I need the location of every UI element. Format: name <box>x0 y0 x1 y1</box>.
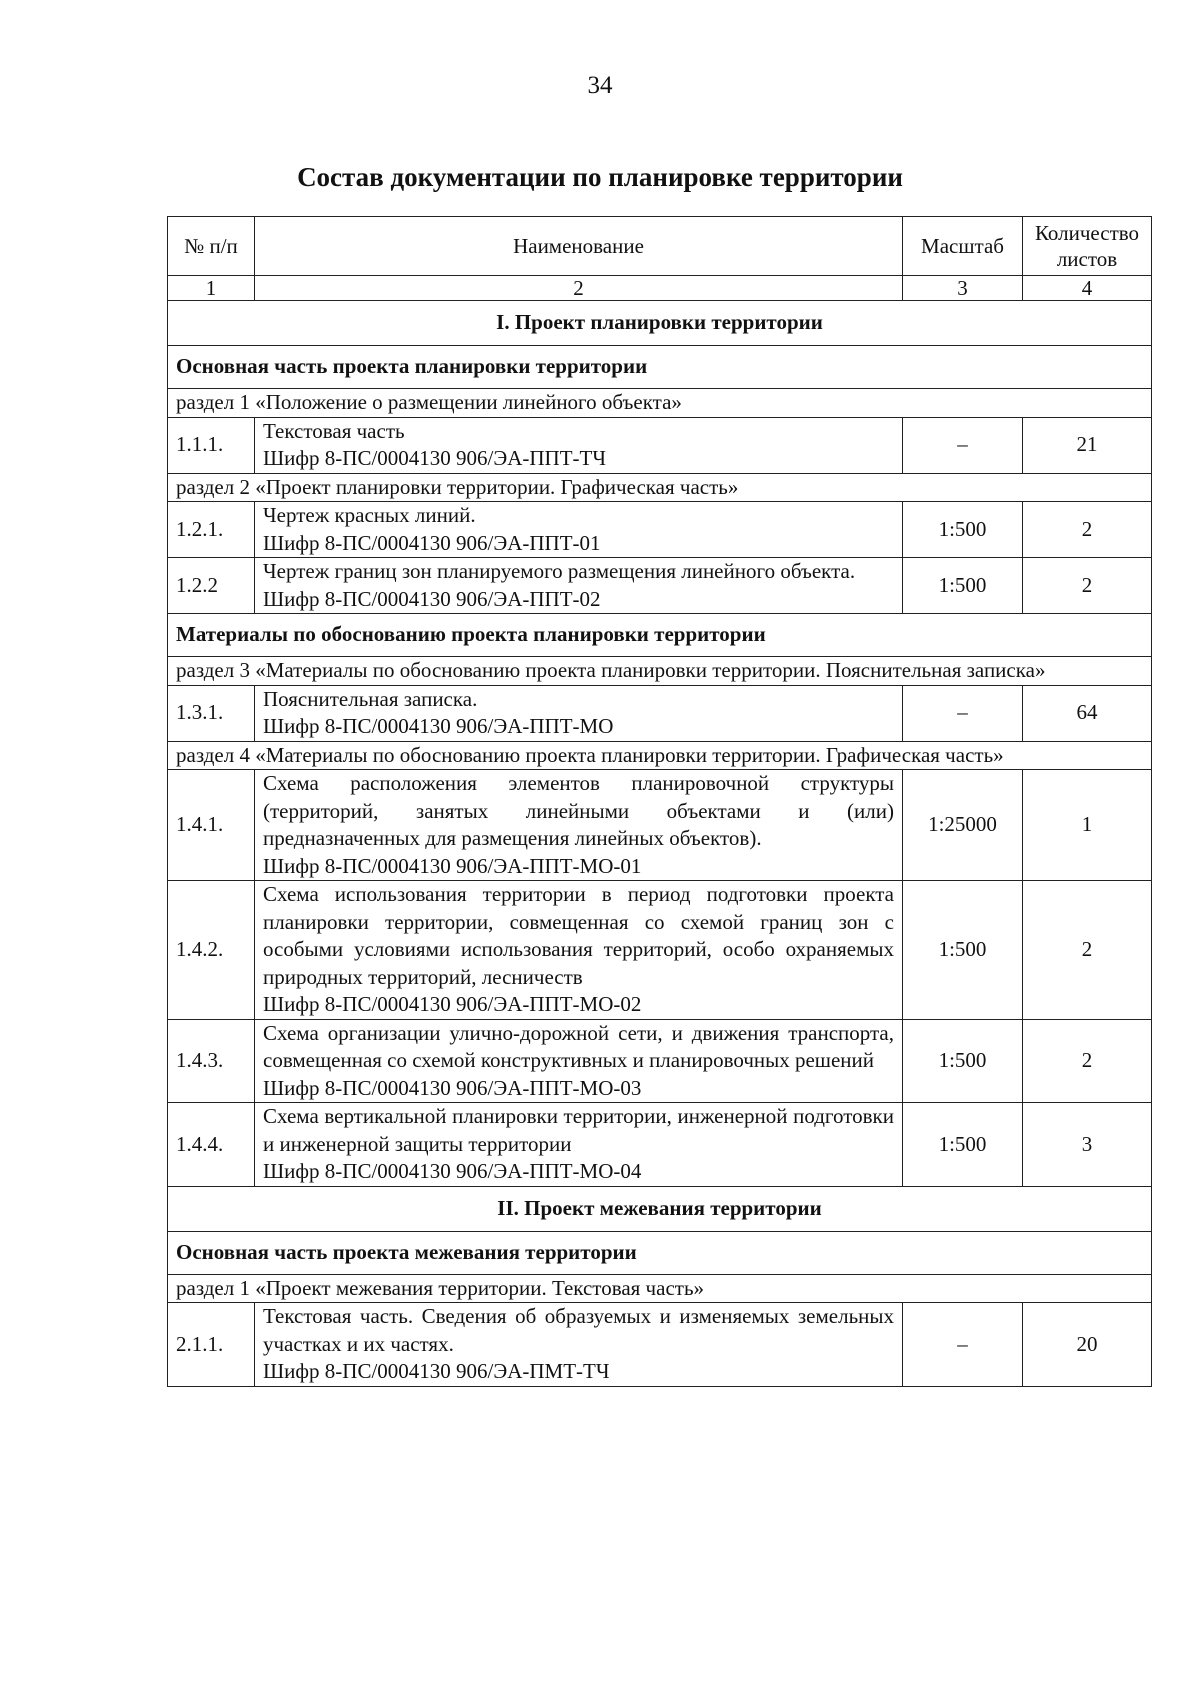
subheading-row <box>168 346 1152 389</box>
table-row <box>168 1103 1152 1187</box>
row-cipher: Шифр 8-ПС/0004130 906/ЭА-ППТ-МО <box>263 714 614 738</box>
table-row <box>168 417 1152 473</box>
row-number: 1.3.1. <box>168 685 255 741</box>
row-number: 1.1.1. <box>168 417 255 473</box>
column-number: 4 <box>1023 276 1152 301</box>
section-row <box>168 389 1152 418</box>
part-title-row <box>168 1186 1152 1231</box>
row-name <box>255 1103 903 1187</box>
row-name-text: Схема организации улично-дорожной сети, и движения транспорта, совмещенная со схемой конструктивных и планировочных решений <box>263 1020 894 1072</box>
row-sheets: 20 <box>1023 1303 1152 1387</box>
row-number: 1.4.3. <box>168 1019 255 1103</box>
section-row <box>168 473 1152 502</box>
row-number: 1.2.1. <box>168 502 255 558</box>
row-name-text: Чертеж границ зон планируемого размещения линейного объекта. <box>263 559 856 583</box>
row-number: 1.4.2. <box>168 881 255 1020</box>
row-cipher: Шифр 8-ПС/0004130 906/ЭА-ППТ-02 <box>263 586 601 611</box>
row-scale: – <box>903 1303 1023 1387</box>
table-row <box>168 502 1152 558</box>
subheading-row <box>168 614 1152 657</box>
row-name <box>255 770 903 881</box>
row-cipher: Шифр 8-ПС/0004130 906/ЭА-ППТ-ТЧ <box>263 446 607 470</box>
section-title: раздел 4 «Материалы по обоснованию проекта планировки территории. Графическая часть» <box>168 741 1152 770</box>
row-name <box>255 502 903 558</box>
section-row <box>168 657 1152 686</box>
row-name-text: Схема использования территории в период подготовки проекта планировки территории, совмещенная со схемой границ зон с особыми условиями использования территорий, особо охраняемых природных территорий, лесничеств <box>263 882 894 989</box>
row-name-text: Текстовая часть <box>263 418 405 443</box>
section-row <box>168 1274 1152 1303</box>
row-scale: 1:500 <box>903 502 1023 558</box>
row-cipher: Шифр 8-ПС/0004130 906/ЭА-ППТ-МО-04 <box>263 1159 642 1183</box>
column-number: 2 <box>255 276 903 301</box>
row-cipher: Шифр 8-ПС/0004130 906/ЭА-ППТ-МО-03 <box>263 1075 642 1100</box>
row-sheets: 2 <box>1023 881 1152 1020</box>
section-title: раздел 3 «Материалы по обоснованию проекта планировки территории. Пояснительная записка» <box>168 657 1152 686</box>
row-sheets: 3 <box>1023 1103 1152 1187</box>
table-row <box>168 881 1152 1020</box>
section-title: раздел 1 «Проект межевания территории. Текстовая часть» <box>168 1274 1152 1303</box>
row-cipher: Шифр 8-ПС/0004130 906/ЭА-ППТ-МО-02 <box>263 992 642 1016</box>
table-row <box>168 1019 1152 1103</box>
row-name <box>255 1019 903 1103</box>
table-row <box>168 558 1152 614</box>
row-name-text: Чертеж красных линий. <box>263 503 476 527</box>
row-name <box>255 685 903 741</box>
column-header-scale: Масштаб <box>903 217 1023 276</box>
row-name-text: Схема вертикальной планировки территории, инженерной подготовки и инженерной защиты территории <box>263 1104 894 1156</box>
row-name <box>255 417 903 473</box>
section-title: раздел 1 «Положение о размещении линейного объекта» <box>168 389 1152 418</box>
page-title: Состав документации по планировке территории <box>297 162 903 192</box>
row-number: 1.4.1. <box>168 770 255 881</box>
table-row <box>168 1303 1152 1387</box>
row-number: 1.2.2 <box>168 558 255 614</box>
row-scale: 1:500 <box>903 558 1023 614</box>
column-header-number: № п/п <box>168 217 255 276</box>
table-row <box>168 770 1152 881</box>
column-header-name: Наименование <box>255 217 903 276</box>
subheading: Основная часть проекта планировки территории <box>168 346 1152 389</box>
row-cipher: Шифр 8-ПС/0004130 906/ЭА-ППТ-01 <box>263 530 601 555</box>
row-name <box>255 881 903 1020</box>
row-name-text: Схема расположения элементов планировочной структуры (территорий, занятых линейными объектами и (или) предназначенных для размещения линейных объектов). <box>263 771 894 850</box>
row-scale: – <box>903 417 1023 473</box>
documentation-table <box>167 216 1152 1387</box>
row-sheets: 2 <box>1023 1019 1152 1103</box>
row-name <box>255 558 903 614</box>
column-number: 3 <box>903 276 1023 301</box>
row-sheets: 64 <box>1023 685 1152 741</box>
section-row <box>168 741 1152 770</box>
row-name-text: Пояснительная записка. <box>263 686 478 711</box>
row-cipher: Шифр 8-ПС/0004130 906/ЭА-ПМТ-ТЧ <box>263 1359 610 1383</box>
subheading: Основная часть проекта межевания территории <box>168 1231 1152 1274</box>
row-scale: – <box>903 685 1023 741</box>
page-number: 34 <box>587 72 613 99</box>
row-scale: 1:500 <box>903 1103 1023 1187</box>
part-title-row <box>168 301 1152 346</box>
subheading-row <box>168 1231 1152 1274</box>
section-title: раздел 2 «Проект планировки территории. Графическая часть» <box>168 473 1152 502</box>
row-sheets: 2 <box>1023 558 1152 614</box>
column-number-row <box>168 276 1152 301</box>
part-title: II. Проект межевания территории <box>168 1186 1152 1231</box>
table-row <box>168 685 1152 741</box>
row-sheets: 21 <box>1023 417 1152 473</box>
row-number: 1.4.4. <box>168 1103 255 1187</box>
row-number: 2.1.1. <box>168 1303 255 1387</box>
row-sheets: 1 <box>1023 770 1152 881</box>
row-scale: 1:500 <box>903 881 1023 1020</box>
row-name <box>255 1303 903 1387</box>
subheading: Материалы по обоснованию проекта планировки территории <box>168 614 1152 657</box>
table-header-row <box>168 217 1152 276</box>
row-scale: 1:500 <box>903 1019 1023 1103</box>
row-sheets: 2 <box>1023 502 1152 558</box>
row-cipher: Шифр 8-ПС/0004130 906/ЭА-ППТ-МО-01 <box>263 853 642 878</box>
column-header-sheets: Количество листов <box>1023 217 1152 276</box>
column-number: 1 <box>168 276 255 301</box>
part-title: I. Проект планировки территории <box>168 301 1152 346</box>
row-scale: 1:25000 <box>903 770 1023 881</box>
row-name-text: Текстовая часть. Сведения об образуемых и изменяемых земельных участках и их частях. <box>263 1304 894 1356</box>
